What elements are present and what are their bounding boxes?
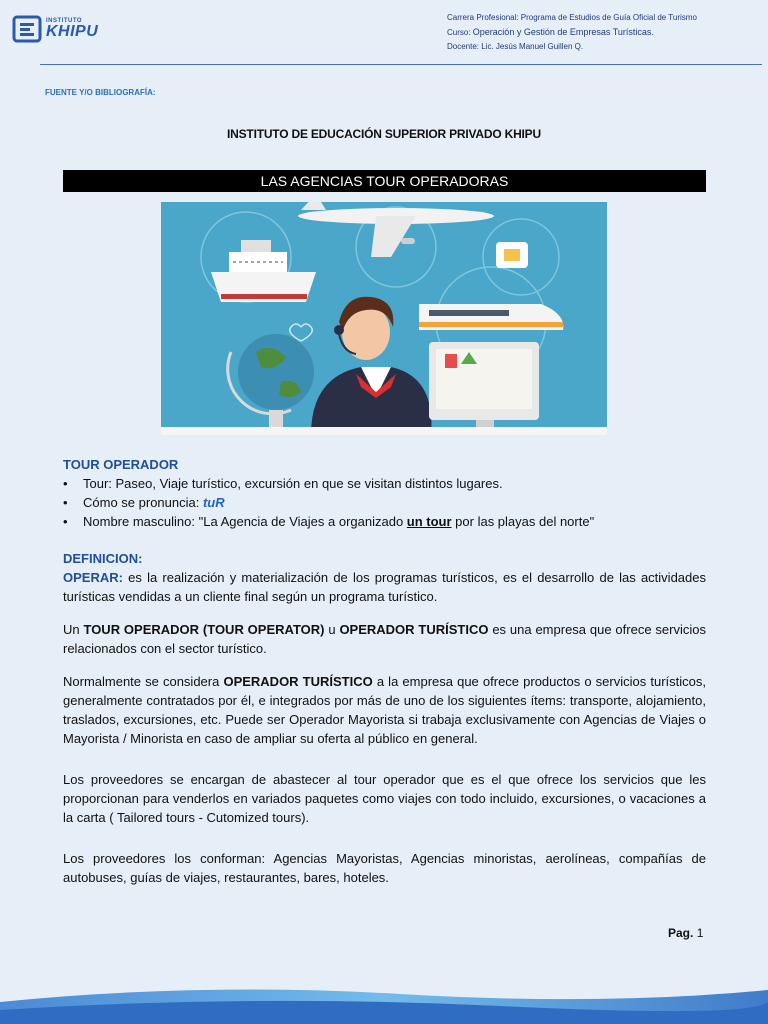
khipu-logo-icon bbox=[12, 15, 42, 43]
khipu-logo bbox=[12, 12, 112, 46]
pronunciation-label: Cómo se pronuncia: bbox=[83, 495, 203, 510]
document-body bbox=[63, 455, 706, 887]
operar-paragraph bbox=[63, 568, 706, 606]
text-span: Un bbox=[63, 622, 84, 637]
career-line: Carrera Profesional: Programa de Estudios de Guía Oficial de Turismo bbox=[447, 13, 697, 22]
bullet-item bbox=[63, 512, 706, 531]
operar-label: OPERAR: bbox=[63, 570, 123, 585]
footer-wave bbox=[0, 972, 768, 1024]
header-divider bbox=[40, 64, 762, 65]
logo-big-text: KHIPU bbox=[46, 23, 99, 40]
bullet-item: • Tour: Paseo, Viaje turístico, excursión en que se visitan distintos lugares. bbox=[63, 474, 706, 493]
page-label: Pag. bbox=[668, 926, 694, 940]
text-span: u bbox=[324, 622, 340, 637]
course-label: Curso: bbox=[447, 28, 473, 37]
airplane-icon bbox=[298, 202, 494, 257]
definition-bullets bbox=[63, 474, 706, 531]
cruise-ship-icon bbox=[211, 240, 316, 302]
header-info bbox=[447, 11, 697, 54]
bold-term: OPERADOR TURÍSTICO bbox=[223, 674, 373, 689]
bold-term: TOUR OPERADOR (TOUR OPERATOR) bbox=[83, 622, 325, 637]
document-title: LAS AGENCIAS TOUR OPERADORAS bbox=[63, 170, 706, 192]
operar-text: es la realización y materialización de los programas turísticos, es el desarrollo de las actividades turísticas vendidas a un cliente final según un programa turístico. bbox=[63, 570, 706, 604]
text-span: es una empresa que ofrece servicios relacionados con el sector turístico. bbox=[63, 622, 706, 656]
computer-monitor-icon bbox=[429, 342, 539, 432]
logo-small-text: INSTITUTO bbox=[46, 18, 83, 24]
globe-icon bbox=[228, 334, 314, 430]
text-span: a la empresa que ofrece productos o servicios turísticos, generalmente contratados por él, e integrados por más de uno de los siguientes ítems: transporte, alojamiento, traslados, excursiones, etc. Puede ser Operador Mayorista si trabaja exclusivamente con Agencias de Viajes o Mayorista / Minorista en caso de ampliar su oferta al público en general. bbox=[63, 674, 706, 746]
text-span: Normalmente se considera bbox=[63, 674, 224, 689]
definition-heading: DEFINICION: bbox=[63, 551, 143, 566]
proveedores-list-paragraph: Los proveedores los conforman: Agencias Mayoristas, Agencias minoristas, aerolíneas, compañías de autobuses, guías de viajes, restaurantes, bares, hoteles. bbox=[63, 851, 706, 885]
example-prefix: Nombre masculino: "La Agencia de Viajes a organizado bbox=[83, 514, 407, 529]
bullet-item bbox=[63, 493, 706, 512]
train-icon bbox=[419, 304, 563, 330]
desk bbox=[161, 427, 607, 435]
agent-person-icon bbox=[311, 297, 432, 435]
illustration-svg bbox=[161, 202, 607, 435]
example-suffix: por las playas del norte" bbox=[451, 514, 595, 529]
operador-turistico-paragraph bbox=[63, 672, 706, 748]
thumbs-up-icon bbox=[496, 242, 528, 268]
course-name: Operación y Gestión de Empresas Turísticas. bbox=[472, 27, 654, 37]
pronunciation-value: tuR bbox=[202, 495, 225, 510]
tour-operator-illustration bbox=[161, 202, 607, 435]
example-underlined: un tour bbox=[406, 514, 452, 529]
page-number bbox=[668, 926, 703, 940]
source-label: FUENTE Y/O BIBLIOGRAFÍA: bbox=[45, 88, 156, 97]
proveedores-paragraph: Los proveedores se encargan de abastecer al tour operador que es el que ofrece los servicios que les proporcionan para venderlos en variados paquetes como viajes con todo incluido, excursiones, o vacaciones a la carta ( Tailored tours - Cutomized tours). bbox=[63, 772, 706, 825]
tour-operator-paragraph bbox=[63, 620, 706, 658]
page-number-value: 1 bbox=[696, 926, 704, 940]
tour-operador-heading: TOUR OPERADOR bbox=[63, 457, 179, 472]
course-line bbox=[447, 25, 697, 40]
institute-name: INSTITUTO DE EDUCACIÓN SUPERIOR PRIVADO KHIPU bbox=[227, 127, 541, 141]
bold-term: OPERADOR TURÍSTICO bbox=[339, 622, 489, 637]
teacher-line: Docente: Lic. Jesús Manuel Guillen Q. bbox=[447, 42, 584, 51]
